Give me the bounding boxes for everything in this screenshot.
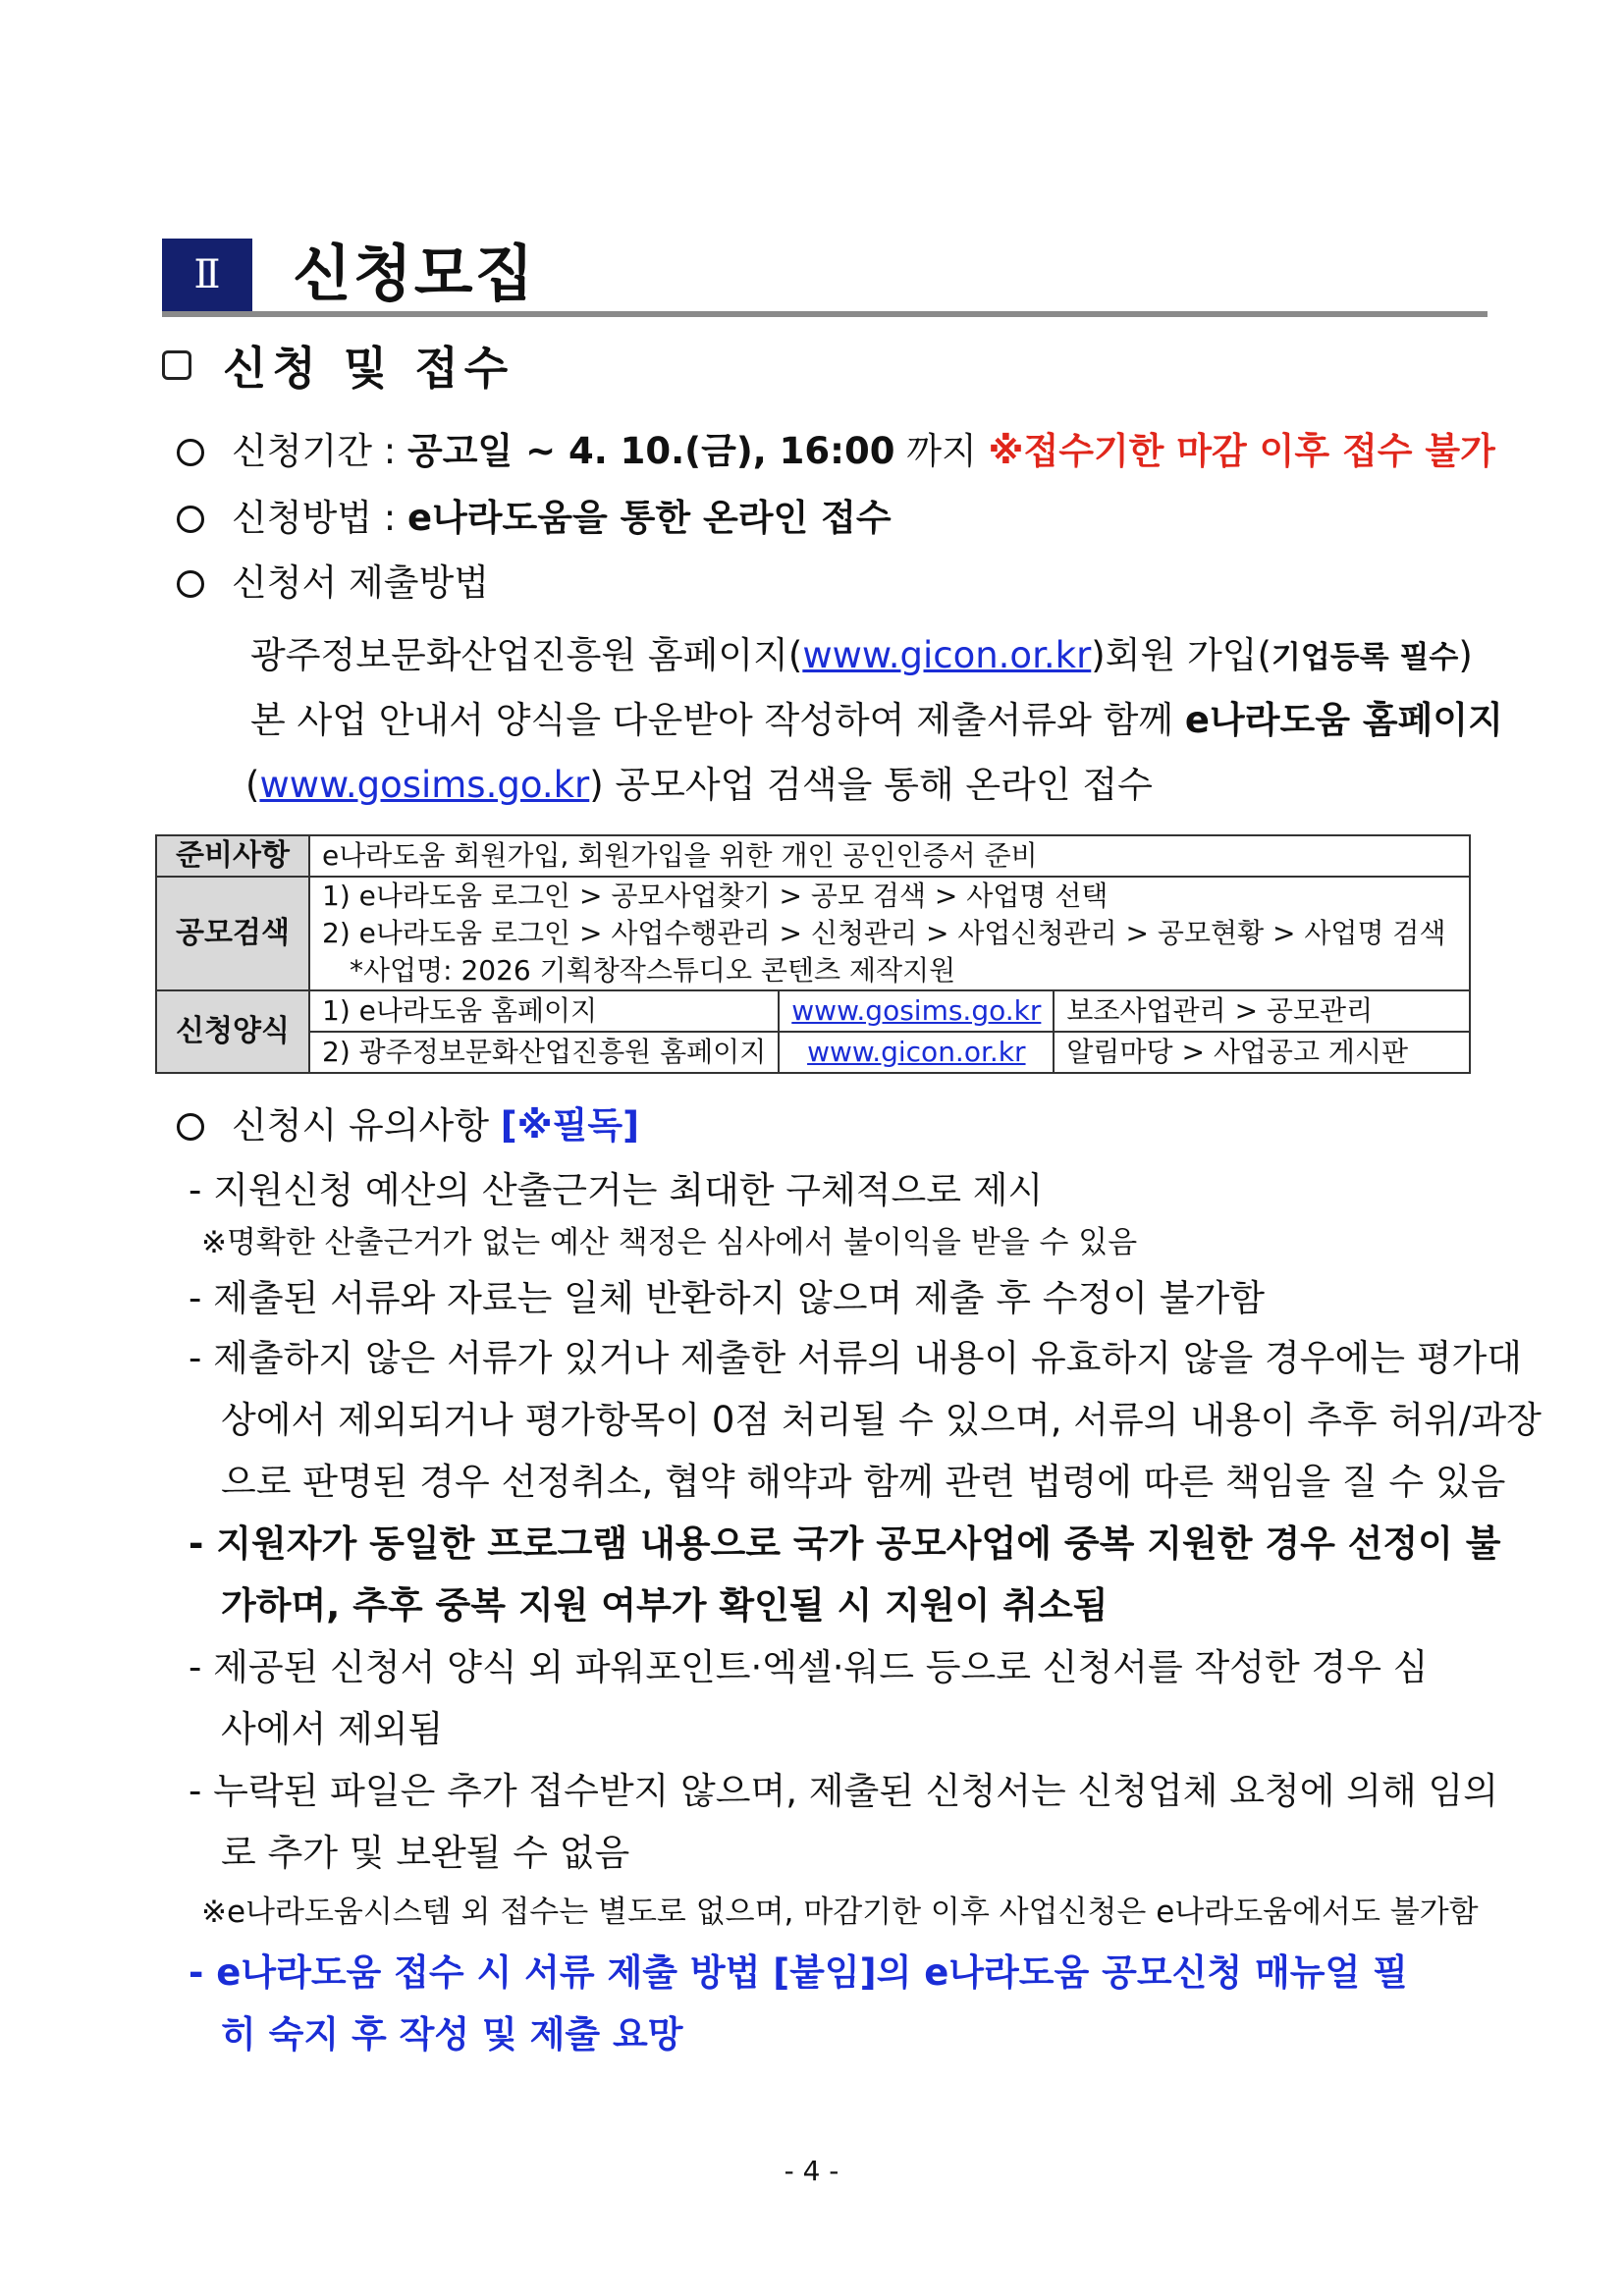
notes-heading: 신청시 유의사항 [※필독]: [232, 1104, 639, 1147]
deadline-warning: ※접수기한 마감 이후 접수 불가: [988, 430, 1495, 472]
note-item: - 제출하지 않은 서류가 있거나 제출한 서류의 내용이 유효하지 않을 경우에는 평가대: [189, 1337, 1522, 1379]
section-underline: [162, 311, 1488, 317]
note-item: - 제공된 신청서 양식 외 파워포인트·엑셀·워드 등으로 신청서를 작성한 경우 심: [189, 1646, 1429, 1688]
note-item-cont: 사에서 제외됨: [221, 1708, 444, 1750]
submission-paragraph-line-1: 광주정보문화산업진흥원 홈페이지(www.gicon.or.kr)회원 가입(기업등록 필수): [250, 634, 1473, 676]
note-item-cont: 상에서 제외되거나 평가항목이 0점 처리될 수 있으며, 서류의 내용이 추후 허위/과장: [221, 1399, 1542, 1441]
table-row: [156, 1032, 1470, 1073]
table-cell: 2) 광주정보문화산업진흥원 홈페이지: [309, 1032, 779, 1073]
application-method: 신청방법 : e나라도움을 통한 온라인 접수: [232, 497, 892, 539]
note-subitem: ※e나라도움시스템 외 접수는 별도로 없으며, 마감기한 이후 사업신청은 e나라도움에서도 불가함: [201, 1895, 1479, 1930]
table-header-cell: 준비사항: [156, 835, 309, 877]
note-item-blue: - e나라도움 접수 시 서류 제출 방법 [붙임]의 e나라도움 공모신청 매뉴얼 필: [189, 1951, 1408, 1994]
table-row: [156, 877, 1470, 990]
gicon-link[interactable]: www.gicon.or.kr: [802, 634, 1092, 676]
section-header: [162, 239, 1488, 317]
table-header-cell: 공모검색: [156, 877, 309, 990]
circle-bullet-icon: [177, 439, 204, 466]
table-cell: 보조사업관리 > 공모관리: [1054, 990, 1470, 1032]
table-header-cell: 신청양식: [156, 990, 309, 1073]
note-item-cont: 으로 판명된 경우 선정취소, 협약 해약과 함께 관련 법령에 따른 책임을 질 수 있음: [221, 1461, 1506, 1503]
application-period: 신청기간 : 공고일 ~ 4. 10.(금), 16:00 까지 ※접수기한 마감 이후 접수 불가: [232, 430, 1495, 472]
note-item-blue-cont: 히 숙지 후 작성 및 제출 요망: [221, 2013, 683, 2056]
square-bullet-icon: [162, 350, 191, 380]
submission-paragraph-line-2: 본 사업 안내서 양식을 다운받아 작성하여 제출서류와 함께 e나라도움 홈페이지: [250, 699, 1503, 741]
circle-bullet-icon: [177, 1113, 204, 1141]
table-cell: [779, 990, 1054, 1032]
circle-bullet-icon: [177, 506, 204, 533]
section-number-badge: Ⅱ: [162, 239, 252, 311]
note-item-emphasis-cont: 가하며, 추후 중복 지원 여부가 확인될 시 지원이 취소됨: [221, 1584, 1109, 1627]
table-row: [156, 990, 1470, 1032]
note-item: - 누락된 파일은 추가 접수받지 않으며, 제출된 신청서는 신청업체 요청에 의해 임의: [189, 1770, 1498, 1812]
subsection-title: 신청 및 접수: [223, 342, 514, 395]
gosims-link[interactable]: www.gosims.go.kr: [259, 764, 590, 806]
section-title: 신청모집: [293, 238, 536, 309]
note-subitem: ※명확한 산출근거가 없는 예산 책정은 심사에서 불이익을 받을 수 있음: [201, 1225, 1138, 1260]
table-cell: e나라도움 회원가입, 회원가입을 위한 개인 공인인증서 준비: [309, 835, 1470, 877]
gicon-table-link[interactable]: www.gicon.or.kr: [807, 1036, 1026, 1068]
note-item-emphasis: - 지원자가 동일한 프로그램 내용으로 국가 공모사업에 중복 지원한 경우 선정이 불: [189, 1522, 1501, 1565]
application-info-table: [155, 834, 1471, 1074]
must-read-tag: [※필독]: [500, 1104, 639, 1147]
submission-method-label: 신청서 제출방법: [232, 561, 489, 604]
table-cell: [779, 1032, 1054, 1073]
table-cell: 1) e나라도움 로그인 > 공모사업찾기 > 공모 검색 > 사업명 선택 2) e나라도움 로그인 > 사업수행관리 > 신청관리 > 사업신청관리 > 공모현황 > 사업명 검색 *사업명: 2026 기획창작스튜디오 콘텐츠 제작지원: [309, 877, 1470, 990]
table-cell: 알림마당 > 사업공고 게시판: [1054, 1032, 1470, 1073]
note-item: - 제출된 서류와 자료는 일체 반환하지 않으며 제출 후 수정이 불가함: [189, 1277, 1265, 1319]
table-cell: 1) e나라도움 홈페이지: [309, 990, 779, 1032]
table-row: [156, 835, 1470, 877]
gosims-table-link[interactable]: www.gosims.go.kr: [791, 994, 1042, 1027]
note-item: - 지원신청 예산의 산출근거는 최대한 구체적으로 제시: [189, 1169, 1044, 1211]
page-number: - 4 -: [784, 2155, 839, 2187]
note-item-cont: 로 추가 및 보완될 수 없음: [221, 1832, 630, 1874]
circle-bullet-icon: [177, 570, 204, 598]
submission-paragraph-line-3: (www.gosims.go.kr) 공모사업 검색을 통해 온라인 접수: [245, 764, 1153, 806]
